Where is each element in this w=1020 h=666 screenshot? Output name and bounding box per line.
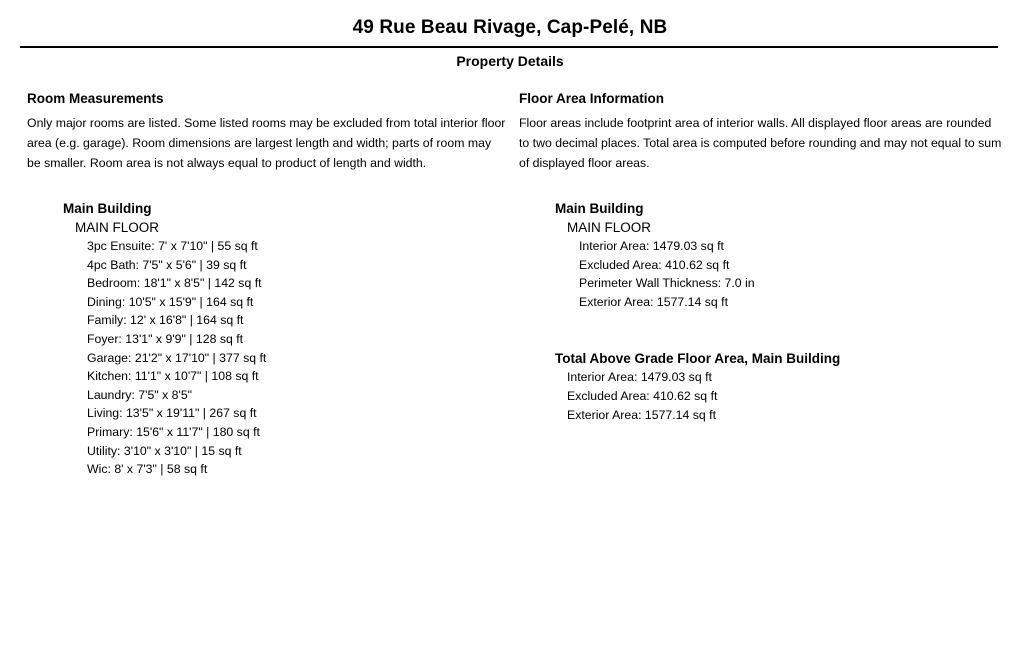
floor-area-information-column [519,90,1004,424]
total-above-grade-block [519,349,1004,424]
list-item: Primary: 15'6" x 11'7" | 180 sq ft [87,424,260,439]
list-item: Utility: 3'10" x 3'10" | 15 sq ft [87,443,242,458]
room-building-label: Main Building [63,201,152,216]
list-item: Garage: 21'2" x 17'10" | 377 sq ft [87,350,267,365]
title-divider [20,46,998,48]
room-measurements-building-block [27,199,507,479]
list-item: Dining: 10'5" x 15'9" | 164 sq ft [87,294,254,309]
list-item: Excluded Area: 410.62 sq ft [567,388,718,403]
total-above-grade-list [519,368,1004,424]
list-item: Family: 12' x 16'8" | 164 sq ft [87,313,244,328]
floor-area-building-label: Main Building [555,201,644,216]
room-list [27,237,507,479]
list-item: Interior Area: 1479.03 sq ft [579,239,724,253]
floor-area-building-block [519,199,1004,311]
list-item: Living: 13'5" x 19'11" | 267 sq ft [87,406,257,421]
list-item: Exterior Area: 1577.14 sq ft [567,407,717,422]
list-item: Perimeter Wall Thickness: 7.0 in [579,276,755,291]
page-subtitle: Property Details [456,53,564,69]
list-item: 3pc Ensuite: 7' x 7'10" | 55 sq ft [87,239,258,253]
list-item: Laundry: 7'5" x 8'5" [87,387,193,402]
list-item: Bedroom: 18'1" x 8'5" | 142 sq ft [87,276,262,291]
list-item: Exterior Area: 1577.14 sq ft [579,294,729,309]
floor-area-note: Floor areas include footprint area of interior walls. All displayed floor areas are rounded to two decimal places. Total area is computed before rounding and may not equal to sum of displayed floor areas. [519,116,1002,170]
floor-area-heading: Floor Area Information [519,91,665,106]
list-item: Foyer: 13'1" x 9'9" | 128 sq ft [87,331,244,346]
page-title: 49 Rue Beau Rivage, Cap-Pelé, NB [352,17,668,38]
room-measurements-heading: Room Measurements [27,91,164,106]
room-floor-label: MAIN FLOOR [75,220,160,235]
room-measurements-note: Only major rooms are listed. Some listed rooms may be excluded from total interior floor area (e.g. garage). Room dimensions are largest length and width; parts of room may be smaller. Room area is not always equal to product of length and width. [27,116,506,170]
list-item: Wic: 8' x 7'3" | 58 sq ft [87,462,208,477]
floor-area-floor-label: MAIN FLOOR [567,220,652,235]
list-item: Excluded Area: 410.62 sq ft [579,257,730,272]
total-above-grade-heading: Total Above Grade Floor Area, Main Building [555,351,841,367]
list-item: Kitchen: 11'1" x 10'7" | 108 sq ft [87,369,259,384]
list-item: Interior Area: 1479.03 sq ft [567,370,712,385]
floor-area-list [519,237,1004,311]
list-item: 4pc Bath: 7'5" x 5'6" | 39 sq ft [87,257,247,272]
room-measurements-column [27,90,507,479]
